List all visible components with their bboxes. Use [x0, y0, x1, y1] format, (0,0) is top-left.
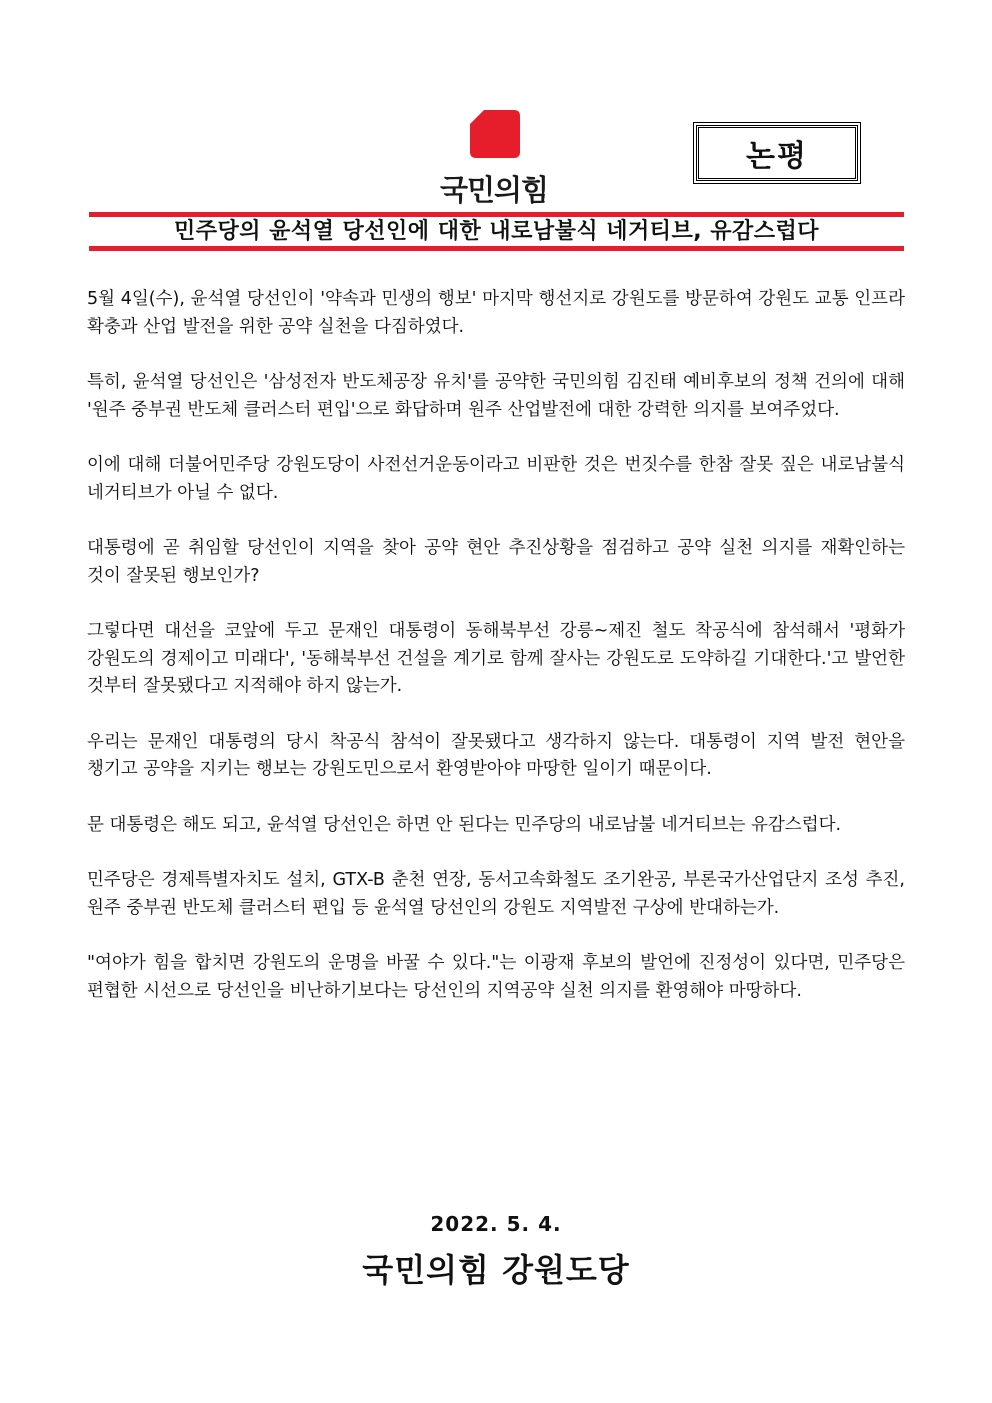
document-type-badge: 논평 [696, 125, 858, 181]
issuing-organization: 국민의힘 강원도당 [362, 1251, 630, 1289]
paragraph: 이에 대해 더불어민주당 강원도당이 사전선거운동이라고 비판한 것은 번짓수를 한참 잘못 짚은 내로남불식 네거티브가 아닐 수 없다. [87, 455, 905, 503]
paragraph: 민주당은 경제특별자치도 설치, GTX-B 춘천 연장, 동서고속화철도 조기완공, 부론국가산업단지 조성 추진, 원주 중부권 반도체 클러스터 편입 등 윤석열 당선인의 강원도 지역발전 구상에 반대하는가. [87, 870, 905, 918]
paragraph: 우리는 문재인 대통령의 당시 착공식 참석이 잘못됐다고 생각하지 않는다. 대통령이 지역 발전 현안을 챙기고 공약을 지키는 행보는 강원도민으로서 환영받아야 마땅한 일이기 때문이다. [87, 731, 905, 779]
document-body [87, 286, 905, 1033]
paragraph: 5월 4일(수), 윤석열 당선인이 '약속과 민생의 행보' 마지막 행선지로 강원도를 방문하여 강원도 교통 인프라 확충과 산업 발전을 위한 공약 실천을 다짐하였다. [87, 289, 905, 337]
paragraph: 문 대통령은 해도 되고, 윤석열 당선인은 하면 안 된다는 민주당의 내로남불 네거티브는 유감스럽다. [87, 814, 842, 835]
party-logo-icon [470, 110, 520, 158]
document-title: 민주당의 윤석열 당선인에 대한 내로남불식 네거티브, 유감스럽다 [173, 219, 820, 244]
paragraph: 그렇다면 대선을 코앞에 두고 문재인 대통령이 동해북부선 강릉~제진 철도 착공식에 참석해서 '평화가 강원도의 경제이고 미래다', '동해북부선 건설을 계기로 함께 잘사는 강원도로 도약하길 기대한다.'고 발언한 것부터 잘못됐다고 지적해야 하지 않는가. [87, 621, 905, 696]
title-rule-bottom [89, 246, 904, 251]
issue-date: 2022. 5. 4. [430, 1212, 562, 1236]
paragraph: 특히, 윤석열 당선인은 '삼성전자 반도체공장 유치'를 공약한 국민의힘 김진태 예비후보의 정책 건의에 대해 '원주 중부권 반도체 클러스터 편입'으로 화답하며 원주 산업발전에 대한 강력한 의지를 보여주었다. [87, 372, 905, 420]
paragraph: "여야가 힘을 합치면 강원도의 운명을 바꿀 수 있다."는 이광재 후보의 발언에 진정성이 있다면, 민주당은 편협한 시선으로 당선인을 비난하기보다는 당선인의 지역공약 실천 의지를 환영해야 마땅하다. [87, 953, 905, 1001]
party-logo-text: 국민의힘 [439, 173, 549, 207]
paragraph: 대통령에 곧 취임할 당선인이 지역을 찾아 공약 현안 추진상황을 점검하고 공약 실천 의지를 재확인하는 것이 잘못된 행보인가? [87, 538, 905, 586]
